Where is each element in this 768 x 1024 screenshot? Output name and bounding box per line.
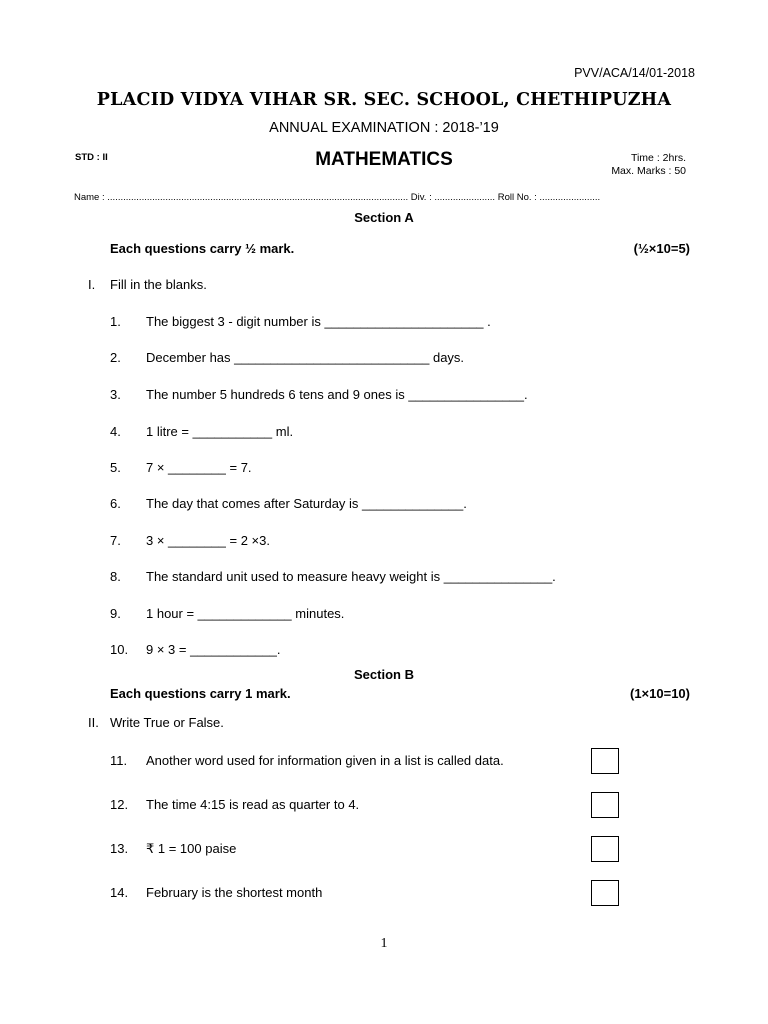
school-name: PLACID VIDYA VIHAR SR. SEC. SCHOOL, CHETHIPUZHA bbox=[96, 90, 672, 110]
question-text: The biggest 3 - digit number is ______________________ . bbox=[146, 314, 491, 329]
subject-title: MATHEMATICS bbox=[315, 149, 453, 170]
answer-box[interactable] bbox=[591, 748, 619, 774]
question-number: 4. bbox=[110, 424, 121, 439]
question-text: 7 × ________ = 7. bbox=[146, 460, 252, 475]
time-label: Time : 2hrs. bbox=[630, 152, 686, 164]
question-number: 2. bbox=[110, 350, 121, 365]
question-number: 10. bbox=[110, 642, 129, 657]
name-div-rollno-line: Name : .................................................................................................................. Div. : ....................... Roll No. : ....................... bbox=[74, 192, 601, 203]
question-text: 9 × 3 = ____________. bbox=[146, 642, 281, 657]
question-number: 13. bbox=[110, 841, 129, 856]
question-number: 8. bbox=[110, 569, 121, 584]
section-b-instruction: Each questions carry 1 mark. bbox=[110, 686, 291, 701]
question-text: The day that comes after Saturday is ______________. bbox=[146, 496, 467, 511]
std-label: STD : II bbox=[75, 152, 108, 163]
section-b-title: Section B bbox=[354, 667, 414, 682]
part-i-numeral: I. bbox=[88, 277, 96, 292]
question-number: 14. bbox=[110, 885, 129, 900]
question-number: 3. bbox=[110, 387, 121, 402]
question-text: The number 5 hundreds 6 tens and 9 ones is ________________. bbox=[146, 387, 528, 402]
question-text: 1 hour = _____________ minutes. bbox=[146, 606, 345, 621]
question-number: 9. bbox=[110, 606, 121, 621]
answer-box[interactable] bbox=[591, 792, 619, 818]
question-text: Another word used for information given in a list is called data. bbox=[146, 753, 504, 768]
question-number: 1. bbox=[110, 314, 121, 329]
section-b-allocation: (1×10=10) bbox=[630, 686, 690, 701]
question-text: ₹ 1 = 100 paise bbox=[146, 841, 237, 856]
question-number: 5. bbox=[110, 460, 121, 475]
exam-title: ANNUAL EXAMINATION : 2018-’19 bbox=[269, 120, 499, 136]
part-i-title: Fill in the blanks. bbox=[110, 277, 207, 292]
question-text: 1 litre = ___________ ml. bbox=[146, 424, 294, 439]
question-number: 12. bbox=[110, 797, 129, 812]
section-a-instruction: Each questions carry ½ mark. bbox=[110, 241, 295, 256]
answer-box[interactable] bbox=[591, 836, 619, 862]
question-text: The time 4:15 is read as quarter to 4. bbox=[146, 797, 360, 812]
question-text: December has ___________________________ days. bbox=[146, 350, 465, 365]
document-code: PVV/ACA/14/01-2018 bbox=[574, 66, 695, 80]
question-number: 6. bbox=[110, 496, 121, 511]
section-a-allocation: (½×10=5) bbox=[633, 241, 690, 256]
part-ii-title: Write True or False. bbox=[110, 715, 224, 730]
max-marks-label: Max. Marks : 50 bbox=[611, 165, 686, 177]
section-a-title: Section A bbox=[354, 210, 414, 225]
question-text: February is the shortest month bbox=[146, 885, 323, 900]
page-number: 1 bbox=[380, 936, 388, 951]
answer-box[interactable] bbox=[591, 880, 619, 906]
question-text: 3 × ________ = 2 ×3. bbox=[146, 533, 270, 548]
part-ii-numeral: II. bbox=[88, 715, 99, 730]
question-number: 11. bbox=[110, 753, 128, 768]
question-text: The standard unit used to measure heavy weight is _______________. bbox=[146, 569, 556, 584]
question-number: 7. bbox=[110, 533, 121, 548]
